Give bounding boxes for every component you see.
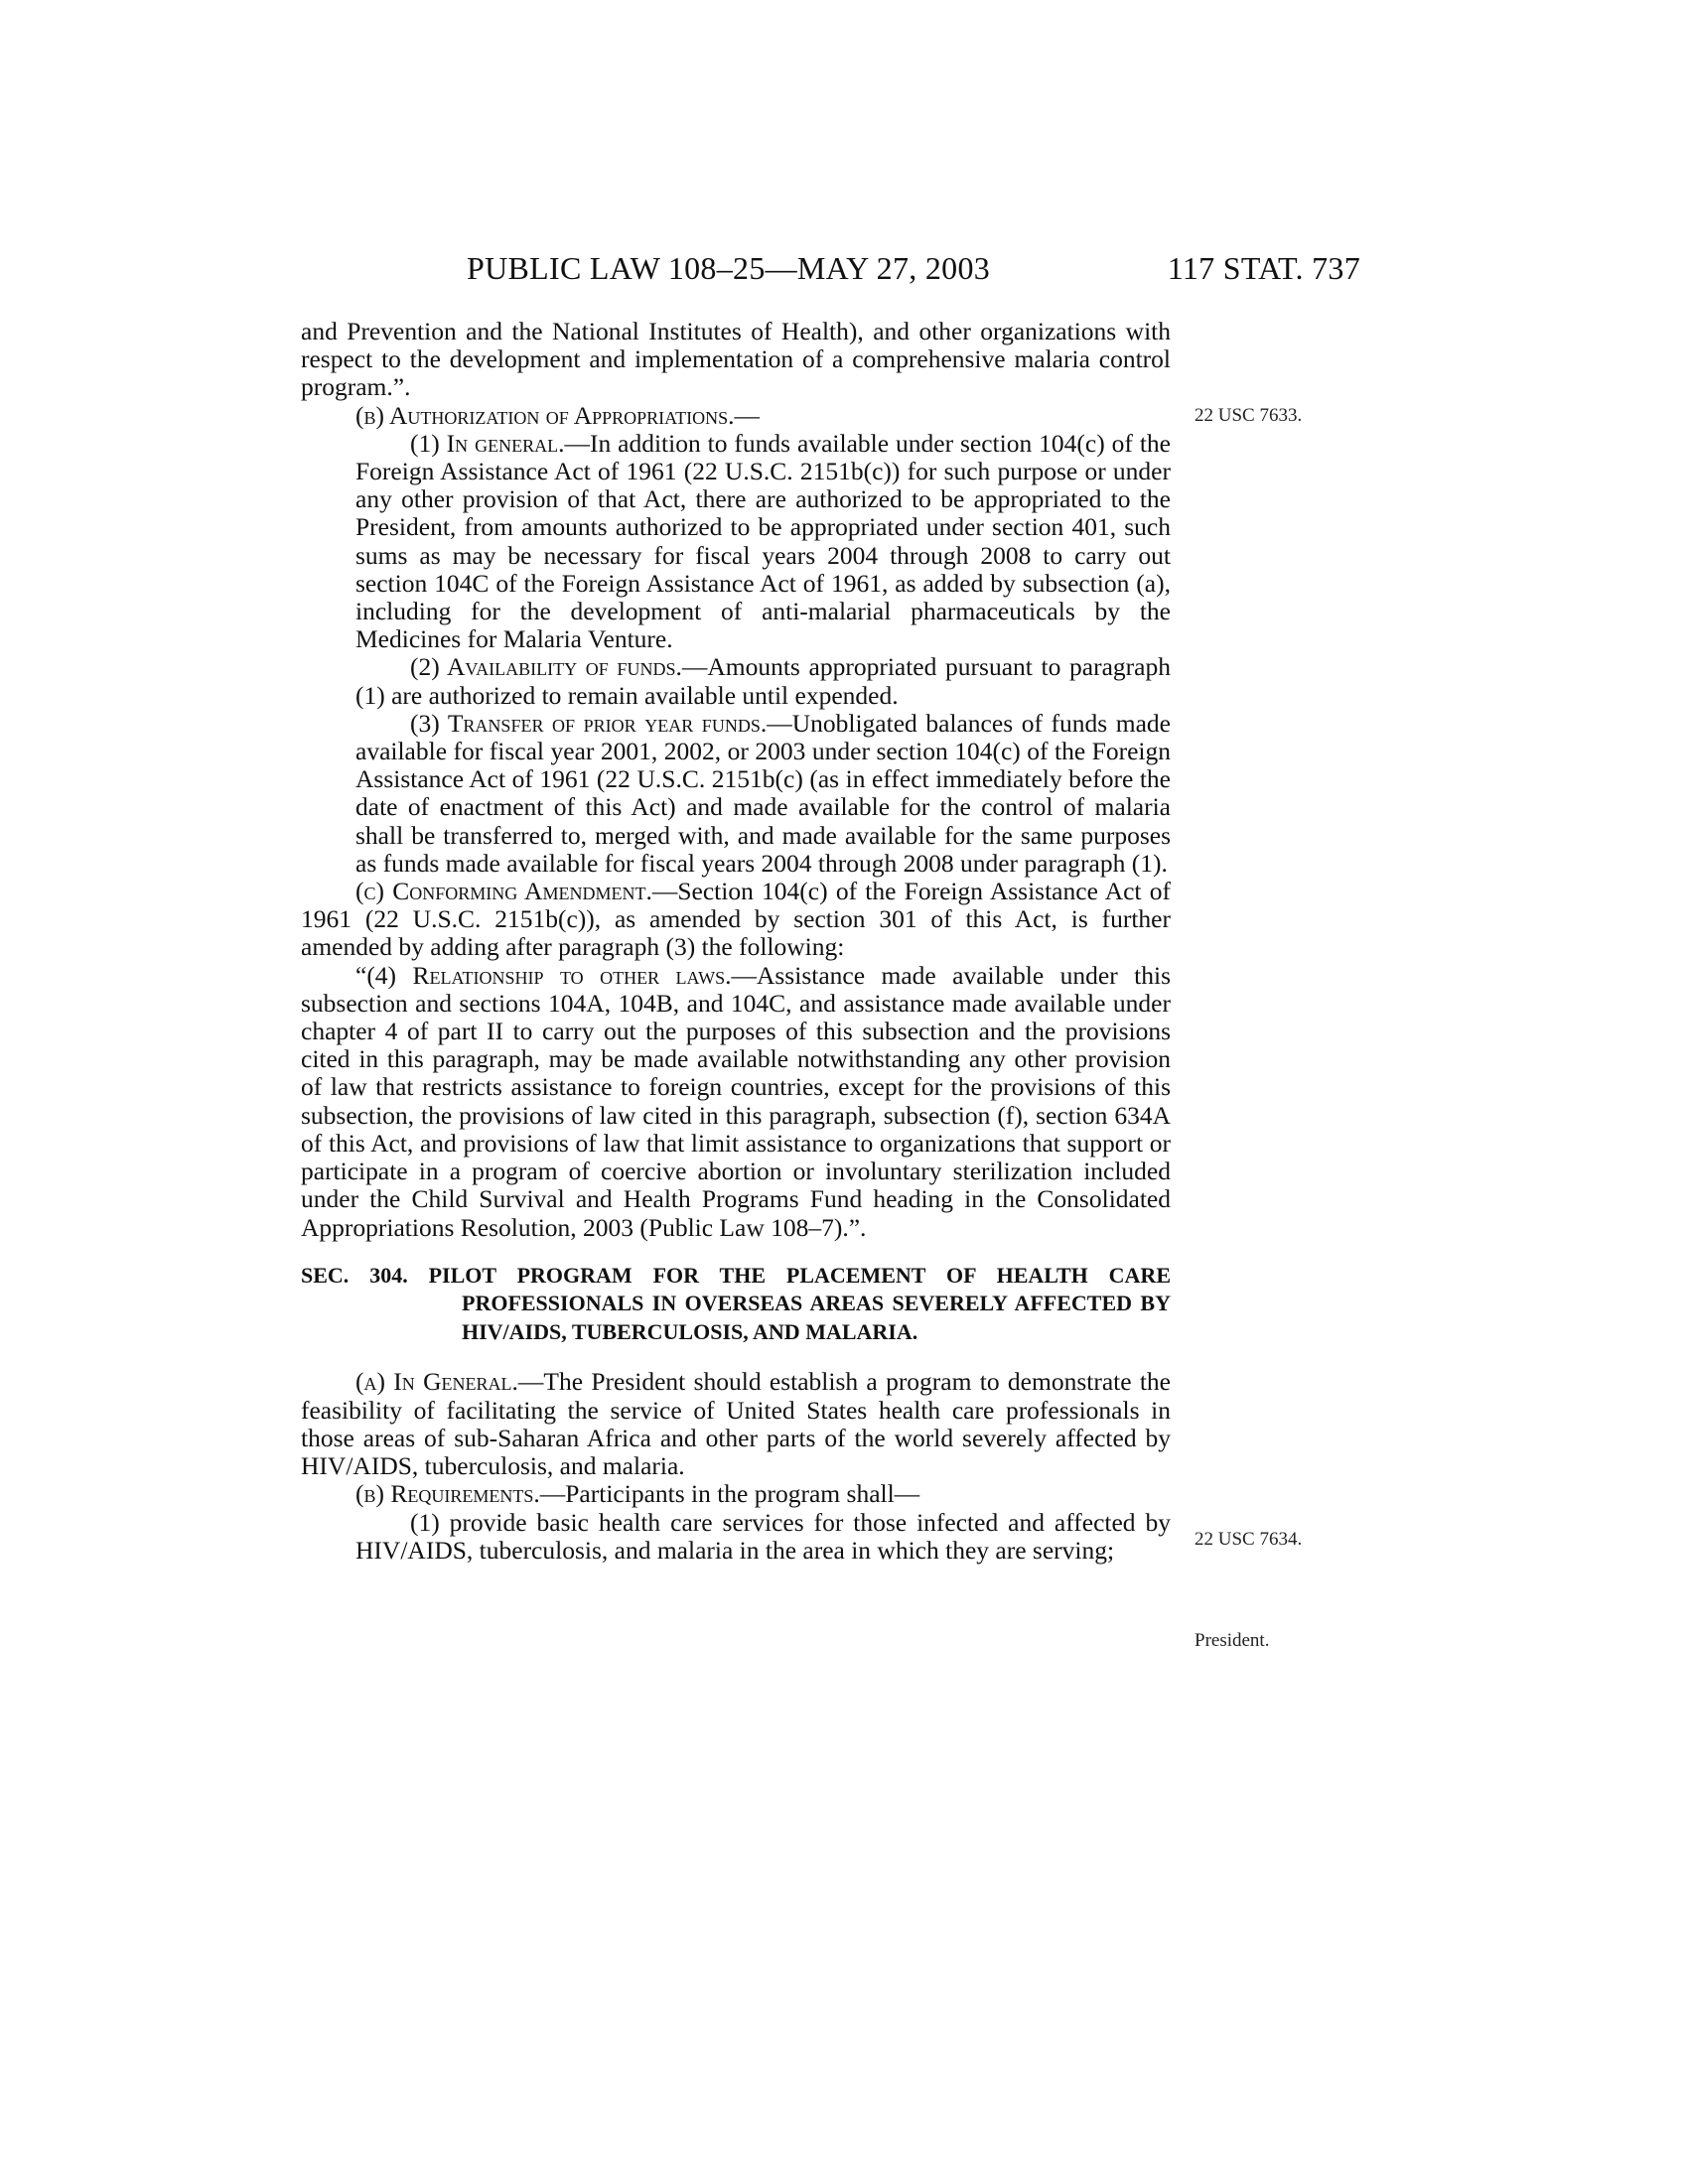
quoted-paragraph-4	[301, 962, 1171, 1242]
paragraph-b2-text: Amounts appropriated pursuant to paragraph (1) are authorized to remain available until expended.	[355, 652, 1171, 710]
quoted-paragraph-4-title: “(4) Relationship to other laws.—	[355, 960, 757, 990]
subsection-b-title: (b) Authorization of Appropriations.—	[355, 400, 761, 430]
paragraph-b3-title: (3) Transfer of prior year funds.—	[410, 708, 792, 738]
section-304-subsection-a-text: The President should establish a program to demonstrate the feasibility of facilitating the service of United States health care professionals in those areas of sub-Saharan Africa and other parts of the world severely affected by HIV/AIDS, tuberculosis, and malaria.	[301, 1367, 1171, 1481]
section-304-subsection-b-text: Participants in the program shall—	[565, 1479, 920, 1509]
subsection-b-heading	[301, 402, 1171, 430]
paragraph-b1-text: In addition to funds available under section 104(c) of the Foreign Assistance Act of 1961 (22 U.S.C. 2151b(c)) for such purpose or under any other provision of that Act, there are authorized to be appropriated to the President, from amounts authorized to be appropriated under section 401, such sums as may be necessary for fiscal years 2004 through 2008 to carry out section 104C of the Foreign Assistance Act of 1961, as added by subsection (a), including for the development of anti-malarial pharmaceuticals by the Medicines for Malaria Venture.	[355, 428, 1171, 654]
public-law-title: PUBLIC LAW 108–25—MAY 27, 2003	[467, 250, 991, 286]
subsection-c	[301, 878, 1171, 962]
margin-note-president: President.	[1195, 1630, 1270, 1651]
section-304-title: SEC. 304. PILOT PROGRAM FOR THE PLACEMENT OF HEALTH CARE PROFESSIONALS IN OVERSEAS AREAS SEVERELY AFFECTED BY HIV/AIDS, TUBERCULOSIS, AND MALARIA.	[301, 1262, 1171, 1344]
paragraph-b3	[301, 710, 1171, 878]
statute-page-number: 117 STAT. 737	[1167, 250, 1360, 286]
section-304-subsection-b-title: (b) Requirements.—	[355, 1479, 566, 1509]
paragraph-b3-text: Unobligated balances of funds made available for fiscal year 2001, 2002, or 2003 under section 104(c) of the Foreign Assistance Act of 1961 (22 U.S.C. 2151b(c) (as in effect immediately before the date of enactment of this Act) and made available for the control of malaria shall be transferred to, merged with, and made available for the same purposes as funds made available for fiscal years 2004 through 2008 under paragraph (1).	[355, 708, 1171, 878]
paragraph-continuation: and Prevention and the National Institutes of Health), and other organizations with respect to the development and implementation of a comprehensive malaria control program.”.	[301, 317, 1171, 402]
paragraph-b2-title: (2) Availability of funds.—	[410, 652, 708, 682]
subsection-c-title: (c) Conforming Amendment.—	[355, 877, 678, 906]
subsection-c-text: Section 104(c) of the Foreign Assistance Act of 1961 (22 U.S.C. 2151b(c)), as amended by section 301 of this Act, is further amended by adding after paragraph (3) the following:	[301, 877, 1171, 962]
section-304-paragraph-b1: (1) provide basic health care services for those infected and affected by HIV/AIDS, tuberculosis, and malaria in the area in which they are serving;	[355, 1507, 1171, 1565]
section-304-subsection-b	[301, 1480, 1171, 1508]
margin-note-usc-7633: 22 USC 7633.	[1195, 405, 1303, 426]
document-body	[301, 318, 1171, 1565]
paragraph-b2	[301, 653, 1171, 709]
section-304-heading	[301, 1262, 1171, 1347]
running-header	[467, 250, 1360, 290]
quoted-paragraph-4-text: Assistance made available under this subsection and sections 104A, 104B, and 104C, and assistance made available under chapter 4 of part II to carry out the purposes of this subsection and the provisions cited in this paragraph, may be made available notwithstanding any other provision of law that restricts assistance to foreign countries, except for the provisions of this subsection, the provisions of law cited in this paragraph, subsection (f), section 634A of this Act, and provisions of law that limit assistance to organizations that support or participate in a program of coercive abortion or involuntary sterilization included under the Child Survival and Health Programs Fund heading in the Consolidated Appropriations Resolution, 2003 (Public Law 108–7).”.	[301, 960, 1171, 1242]
margin-note-usc-7634: 22 USC 7634.	[1195, 1529, 1303, 1550]
paragraph-b1-title: (1) In general.—	[410, 428, 590, 458]
section-304-subsection-a	[301, 1368, 1171, 1480]
section-304-subsection-a-title: (a) In General.—	[355, 1367, 544, 1397]
paragraph-b1	[301, 430, 1171, 654]
